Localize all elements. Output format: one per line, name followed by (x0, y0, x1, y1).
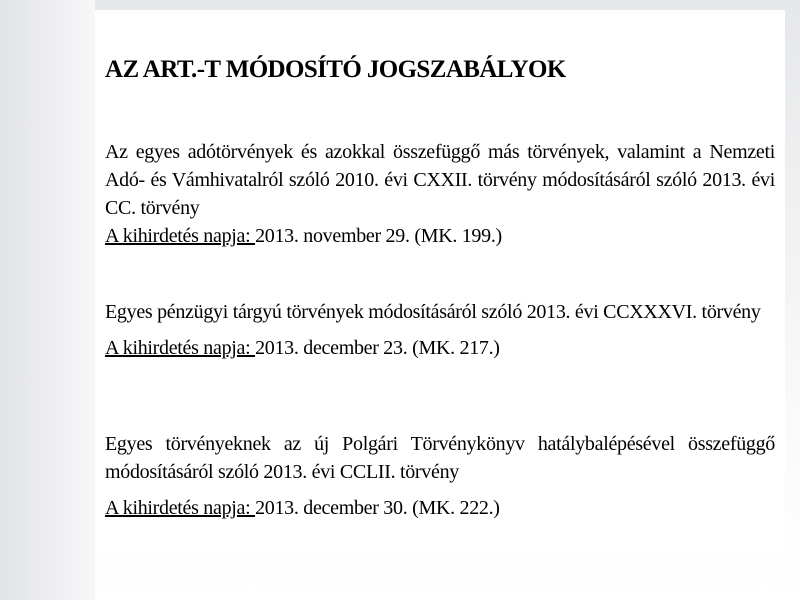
law-item-1 (105, 138, 775, 250)
date-label: A kihirdetés napja: (105, 337, 256, 359)
publication-date (105, 222, 775, 250)
date-value: 2013. december 30. (MK. 222.) (255, 497, 500, 519)
law-description: Egyes törvényeknek az új Polgári Törvénykönyv hatálybalépésével összefüggő módosításáról szóló 2013. évi CCLII. törvény (105, 433, 775, 483)
background-left (0, 0, 95, 600)
date-value: 2013. november 29. (MK. 199.) (255, 225, 502, 247)
law-description: Egyes pénzügyi tárgyú törvények módosításáról szóló 2013. évi CCXXXVI. törvény (105, 301, 761, 323)
law-item-3 (105, 430, 775, 522)
law-description: Az egyes adótörvények és azokkal összefüggő más törvények, valamint a Nemzeti Adó- és Vámhivatalról szóló 2010. évi CXXII. törvény módosításáról szóló 2013. évi CC. törvény (105, 141, 775, 219)
publication-date (105, 334, 775, 362)
date-value: 2013. december 23. (MK. 217.) (255, 337, 500, 359)
law-item-2 (105, 298, 775, 362)
date-label: A kihirdetés napja: (105, 225, 256, 247)
date-label: A kihirdetés napja: (105, 497, 256, 519)
publication-date (105, 494, 775, 522)
slide-title: AZ ART.-T MÓDOSÍTÓ JOGSZABÁLYOK (105, 56, 566, 83)
